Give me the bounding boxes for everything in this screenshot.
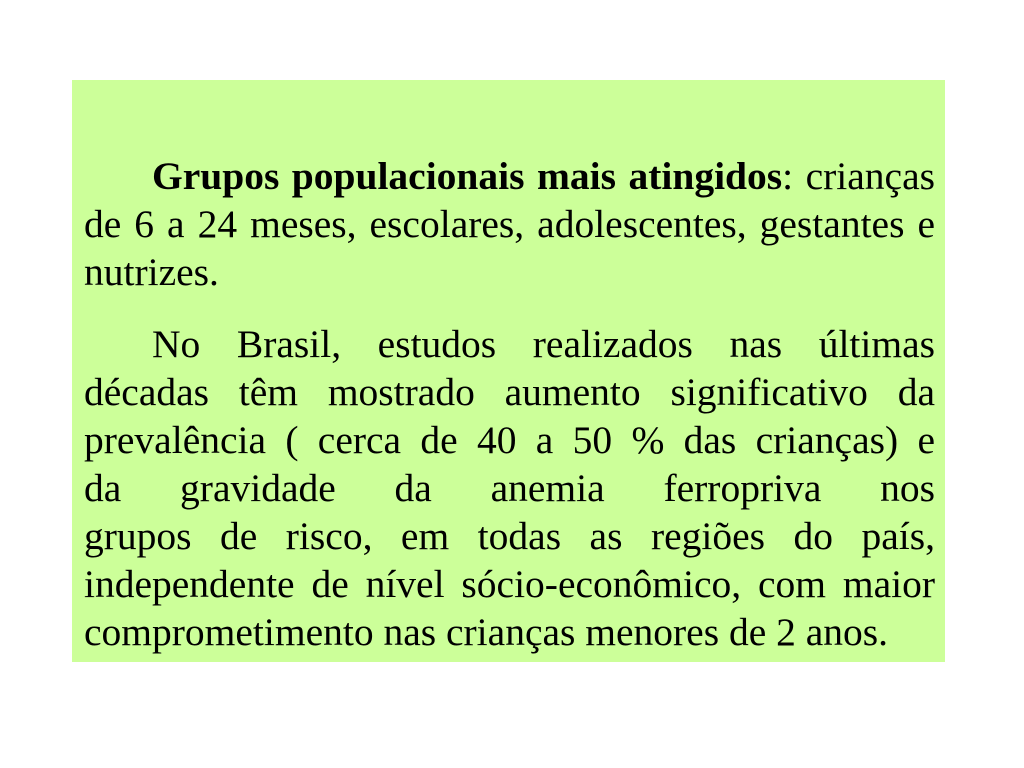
paragraph-line: comprometimento nas crianças menores de 2 anos.	[84, 610, 889, 654]
paragraph-line: grupos de risco, em todas as regiões do país,	[84, 514, 935, 558]
paragraph-affected-groups	[84, 152, 935, 296]
paragraph-line: nutrizes.	[84, 250, 219, 294]
paragraph-line: da gravidade da anemia ferropriva nos	[84, 466, 935, 510]
affected-groups-heading: Grupos populacionais mais atingidos	[152, 154, 783, 198]
paragraph-line: prevalência ( cerca de 40 a 50 % das crianças) e	[84, 418, 935, 462]
paragraph-brazil-studies	[84, 320, 935, 656]
paragraph-line	[84, 152, 935, 200]
paragraph-line: de 6 a 24 meses, escolares, adolescentes, gestantes e	[84, 202, 935, 246]
paragraph-text: : crianças	[782, 154, 935, 198]
paragraph-line: décadas têm mostrado aumento significativo da	[84, 370, 935, 414]
paragraph-line: No Brasil, estudos realizados nas últimas	[152, 322, 935, 366]
text-box	[72, 80, 945, 662]
paragraph-line: independente de nível sócio-econômico, com maior	[84, 562, 935, 606]
